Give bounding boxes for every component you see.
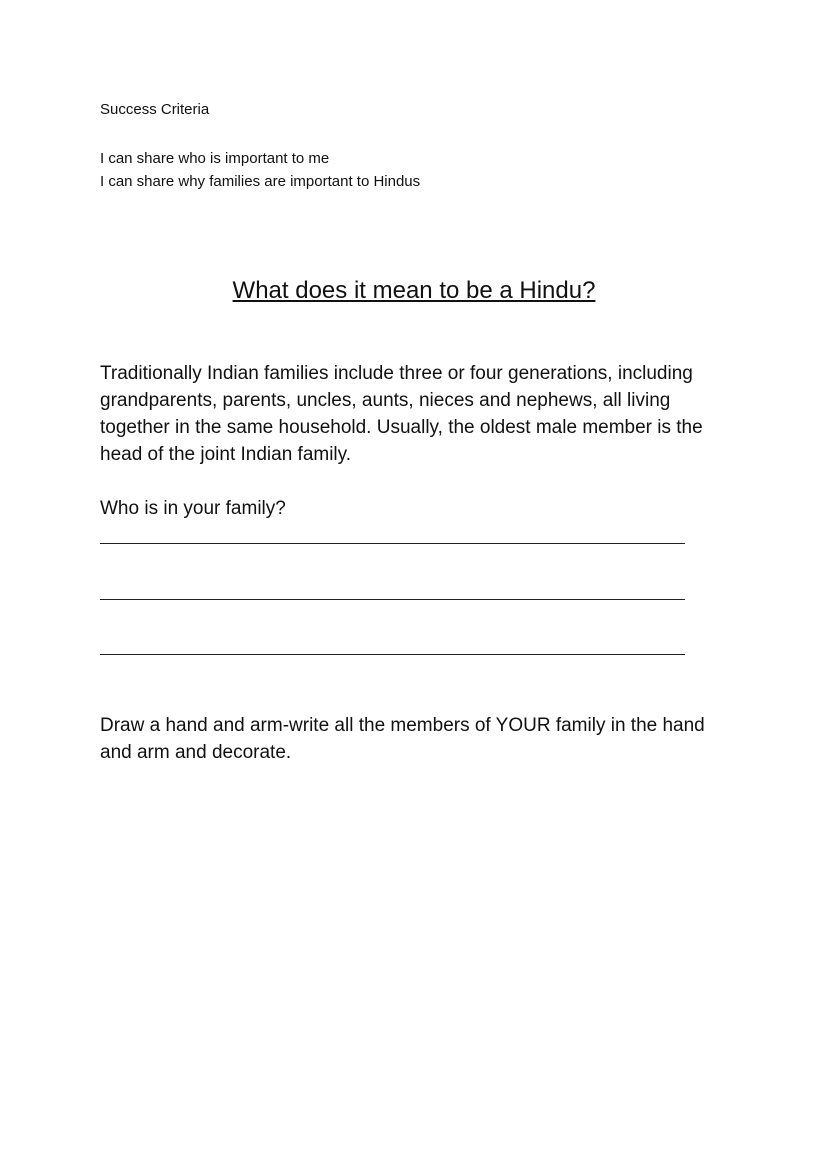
criteria-item: I can share why families are important to Hindus: [100, 173, 421, 190]
success-criteria-heading: Success Criteria: [100, 101, 210, 118]
family-question: Who is in your family?: [100, 498, 286, 519]
drawing-instruction: Draw a hand and arm-write all the members of YOUR family in the hand and arm and decorate.: [100, 715, 705, 763]
answer-line[interactable]: [100, 543, 685, 544]
criteria-item: I can share who is important to me: [100, 150, 330, 167]
answer-line[interactable]: [100, 654, 685, 655]
success-criteria-list: [100, 147, 420, 193]
body-paragraph: Traditionally Indian families include three or four generations, including grandparents, parents, uncles, aunts, nieces and nephews, all living together in the same household. Usually, the oldest male member is the head of the joint Indian family.: [100, 363, 703, 465]
answer-line[interactable]: [100, 599, 685, 600]
page-title: What does it mean to be a Hindu?: [232, 277, 596, 304]
